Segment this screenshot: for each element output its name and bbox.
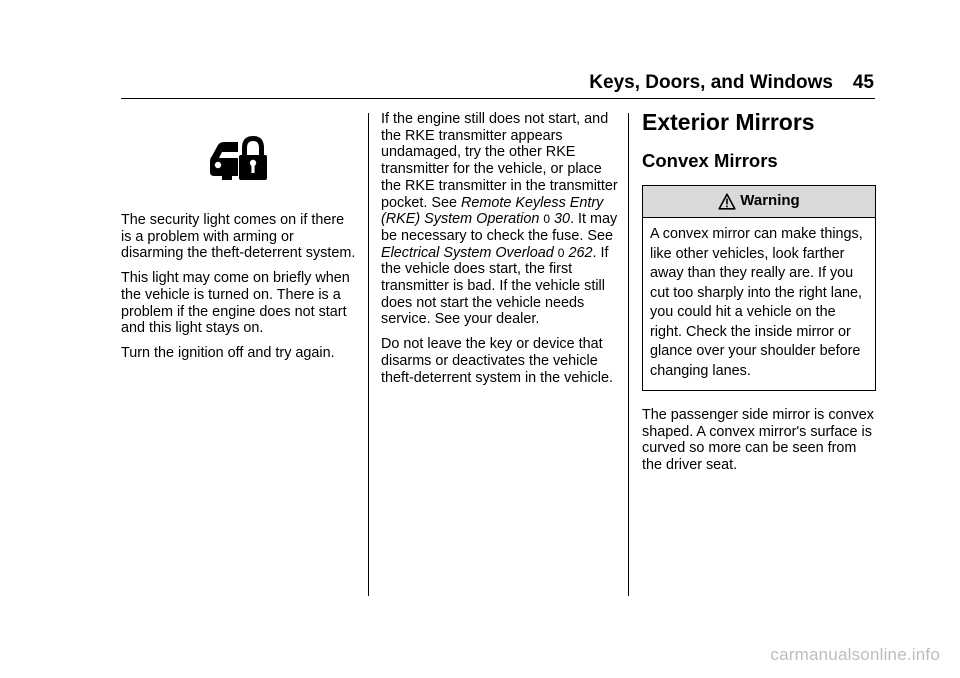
ignition-paragraph: Turn the ignition off and try again. [121,344,335,361]
brief-light-paragraph: This light may come on briefly when the vehicle is turned on. There is a problem if the engine does not start and this light stays on. [121,270,350,337]
warning-text: A convex mirror can make things, like other vehicles, look farther away than they really are. If you cut too sharply into the right lane, you could hit a vehicle on the right. Check the inside mirror or glance over your shoulder before changing lanes. [650,226,863,379]
section-heading: Exterior Mirrors [642,109,815,135]
header-rule [121,98,875,99]
watermark-text: carmanualsonline.info [770,645,940,664]
engine-start-paragraph: If the engine still does not start, and the RKE transmitter appears undamaged, try the other RKE transmitter for the vehicle, or place the RKE transmitter in the transmitter pocket. See Remote Keyless Entry (RKE) System Operation 0 30. It may be necessary to check the fuse. See Electrical System Overload 0 262. If the vehicle does start, the first transmitter is bad. If the vehicle still does not start the vehicle needs service. See your dealer. [381,111,618,328]
security-light-paragraph: The security light comes on if there is a problem with arming or disarming the theft-deterrent system. [121,212,356,262]
convex-mirror-paragraph: The passenger side mirror is convex shaped. A convex mirror's surface is curved so more can be seen from the driver seat. [642,407,874,474]
column-divider-2 [628,113,629,596]
warning-icon [718,193,736,210]
column-3 [642,108,876,482]
warning-header [643,186,875,218]
page-reference-icon: 0 [557,245,565,260]
rke-page-link[interactable]: 30 [554,211,571,228]
page-header-title: Keys, Doors, and Windows [589,72,833,93]
page-number: 45 [852,72,874,93]
column-1 [121,132,357,370]
column-divider-1 [368,113,369,596]
column-2 [381,111,621,394]
warning-box [642,185,876,391]
rke-cross-reference[interactable]: Remote Keyless Entry (RKE) System Operation [381,194,604,228]
page-reference-icon: 0 [543,212,551,227]
subsection-heading: Convex Mirrors [642,150,778,171]
electrical-overload-page-link[interactable]: 262 [568,244,593,261]
electrical-overload-cross-reference[interactable]: Electrical System Overload [381,244,554,261]
warning-title: Warning [740,192,800,210]
security-lock-car-icon [208,132,268,184]
key-warning-paragraph: Do not leave the key or device that disarms or deactivates the vehicle theft-deterrent system in the vehicle. [381,336,613,386]
